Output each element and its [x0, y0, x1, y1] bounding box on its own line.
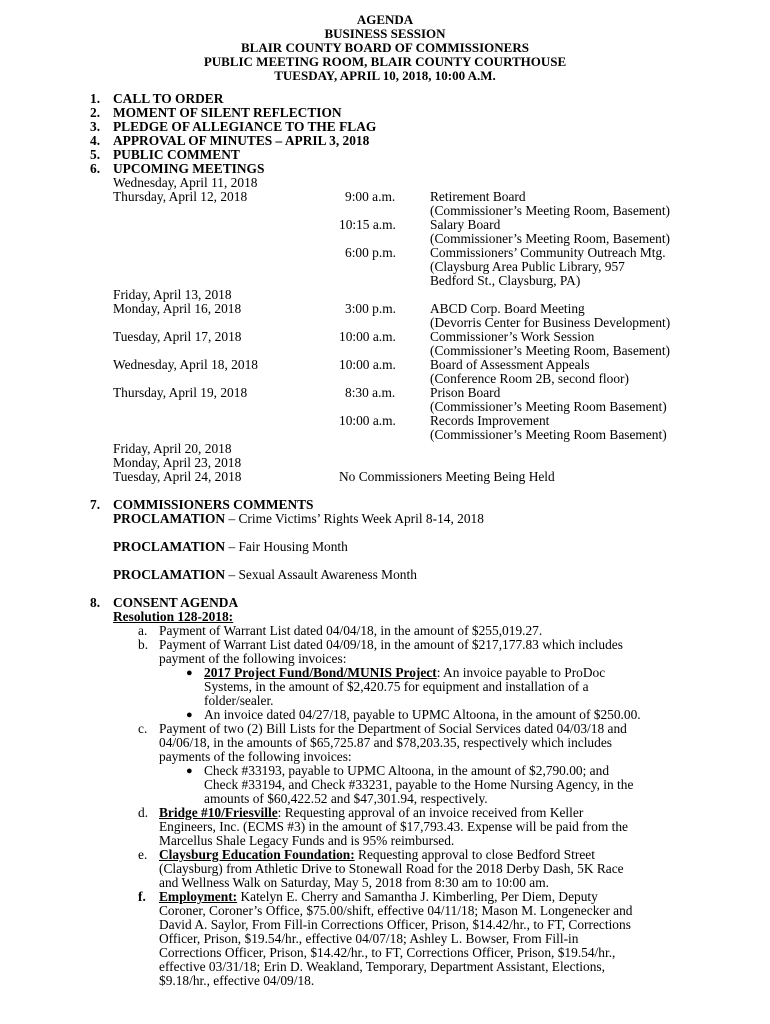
meeting-event: Commissioner’s Work Session — [430, 329, 595, 344]
item-number: 4. — [90, 133, 101, 148]
meeting-date: Tuesday, April 17, 2018 — [113, 329, 242, 344]
item-label: APPROVAL OF MINUTES – APRIL 3, 2018 — [113, 133, 370, 148]
meeting-date: TUESDAY, APRIL 10, 2018, 10:00 A.M. — [274, 68, 496, 83]
item-number: 3. — [90, 119, 101, 134]
list-item-text: Marcellus Shale Legacy Funds and is 95% reimbursed. — [159, 833, 455, 848]
bullet-icon: ● — [186, 667, 193, 679]
list-letter: d. — [138, 805, 149, 820]
meeting-event: Prison Board — [430, 385, 501, 400]
meeting-date: Monday, April 16, 2018 — [113, 301, 242, 316]
meeting-date: Wednesday, April 18, 2018 — [113, 357, 258, 372]
proclamation — [113, 512, 484, 526]
meeting-location: (Commissioner’s Meeting Room, Basement) — [430, 203, 671, 218]
item-label: MOMENT OF SILENT REFLECTION — [113, 105, 342, 120]
item-number: 6. — [90, 161, 101, 176]
meeting-time: 6:00 p.m. — [345, 245, 396, 260]
meeting-time: 8:30 a.m. — [345, 385, 396, 400]
item-title: Employment: — [159, 889, 238, 904]
proclamation-text: – Sexual Assault Awareness Month — [225, 567, 417, 582]
item-title: Claysburg Education Foundation: — [159, 847, 355, 862]
item-label: CONSENT AGENDA — [113, 595, 239, 610]
list-item-text: 04/06/18, in the amounts of $65,725.87 and $78,203.35, respectively which includes — [159, 735, 612, 750]
bullet-icon: ● — [186, 765, 193, 777]
list-item-text — [159, 806, 583, 820]
bullet-text — [204, 666, 605, 680]
meeting-time: 10:00 a.m. — [339, 413, 396, 428]
meeting-date: Wednesday, April 11, 2018 — [113, 175, 258, 190]
meeting-location: (Devorris Center for Business Development) — [430, 315, 671, 330]
bullet-text: Check #33194, and Check #33231, payable to the Home Nursing Agency, in the — [204, 777, 634, 792]
proclamation-label: PROCLAMATION — [113, 539, 226, 554]
bullet-text: amounts of $60,422.52 and $47,301.94, respectively. — [204, 791, 488, 806]
list-letter: a. — [138, 623, 148, 638]
meeting-time: 9:00 a.m. — [345, 189, 396, 204]
bullet-text: An invoice dated 04/27/18, payable to UPMC Altoona, in the amount of $250.00. — [204, 707, 641, 722]
item-number: 5. — [90, 147, 101, 162]
resolution-title: Resolution 128-2018: — [113, 609, 234, 624]
bullet-text: Systems, in the amount of $2,420.75 for equipment and installation of a — [204, 679, 589, 694]
list-letter: c. — [138, 721, 148, 736]
meeting-time: 10:00 a.m. — [339, 329, 396, 344]
meeting-date: Thursday, April 19, 2018 — [113, 385, 248, 400]
meeting-location: (Commissioner’s Meeting Room, Basement) — [430, 343, 671, 358]
meeting-time: 10:00 a.m. — [339, 357, 396, 372]
item-title: Bridge #10/Friesville — [159, 805, 278, 820]
bullet-text: Check #33193, payable to UPMC Altoona, in the amount of $2,790.00; and — [204, 763, 610, 778]
list-letter: b. — [138, 637, 149, 652]
meeting-time: 10:15 a.m. — [339, 217, 396, 232]
board-name: BLAIR COUNTY BOARD OF COMMISSIONERS — [241, 40, 529, 55]
meeting-date: Tuesday, April 24, 2018 — [113, 469, 242, 484]
item-text-rest: Requesting approval to close Bedford Street — [354, 847, 595, 862]
item-number: 8. — [90, 595, 101, 610]
proclamation — [113, 540, 348, 554]
session-type: BUSINESS SESSION — [324, 26, 446, 41]
list-item-text: payment of the following invoices: — [159, 651, 347, 666]
list-item-text — [159, 848, 595, 862]
meeting-location: (Commissioner’s Meeting Room Basement) — [430, 427, 667, 442]
meeting-event: Board of Assessment Appeals — [430, 357, 590, 372]
meeting-event: Salary Board — [430, 217, 501, 232]
meeting-location: (Conference Room 2B, second floor) — [430, 371, 629, 386]
item-number: 1. — [90, 91, 101, 106]
item-label: CALL TO ORDER — [113, 91, 224, 106]
item-number: 2. — [90, 105, 101, 120]
meeting-date: Thursday, April 12, 2018 — [113, 189, 248, 204]
item-label: COMMISSIONERS COMMENTS — [113, 497, 314, 512]
proclamation-label: PROCLAMATION — [113, 511, 226, 526]
item-label: UPCOMING MEETINGS — [113, 161, 265, 176]
list-item-text: and Wellness Walk on Saturday, May 5, 2018 from 8:30 am to 10:00 am. — [159, 875, 549, 890]
list-item-text: effective 03/31/18; Erin D. Weakland, Temporary, Department Assistant, Elections, — [159, 959, 605, 974]
meeting-event: ABCD Corp. Board Meeting — [430, 301, 585, 316]
list-item-text: payments of the following invoices: — [159, 749, 352, 764]
list-letter: e. — [138, 847, 148, 862]
meeting-event: Retirement Board — [430, 189, 526, 204]
meeting-location: (Claysburg Area Public Library, 957 — [430, 259, 625, 274]
meeting-time: 3:00 p.m. — [345, 301, 396, 316]
meeting-note: No Commissioners Meeting Being Held — [339, 469, 555, 484]
item-text-rest: Katelyn E. Cherry and Samantha J. Kimberling, Per Diem, Deputy — [237, 889, 598, 904]
proclamation-label: PROCLAMATION — [113, 567, 226, 582]
meeting-date: Friday, April 20, 2018 — [113, 441, 232, 456]
list-item-text: David A. Saylor, From Fill-in Corrections Officer, Prison, $14.42/hr., to FT, Corrections — [159, 917, 631, 932]
proclamation — [113, 568, 417, 582]
list-item-text: Corrections Officer, Prison, $14.42/hr., to FT, Corrections Officer, Prison, $19.54/hr., — [159, 945, 616, 960]
list-item-text: $9.18/hr., effective 04/09/18. — [159, 973, 315, 988]
list-letter: f. — [138, 889, 146, 904]
list-item-text: Payment of Warrant List dated 04/04/18, in the amount of $255,019.27. — [159, 623, 543, 638]
doc-title: AGENDA — [356, 12, 414, 27]
meeting-location: Bedford St., Claysburg, PA) — [430, 273, 581, 288]
item-text-rest: : Requesting approval of an invoice received from Keller — [277, 805, 584, 820]
bullet-icon: ● — [186, 709, 193, 721]
list-item-text — [159, 890, 598, 904]
proclamation-text: – Crime Victims’ Rights Week April 8-14, 2018 — [225, 511, 484, 526]
list-item-text: Engineers, Inc. (ECMS #3) in the amount of $17,793.43. Expense will be paid from the — [159, 819, 628, 834]
list-item-text: Payment of Warrant List dated 04/09/18, in the amount of $217,177.83 which includes — [159, 637, 623, 652]
item-label: PUBLIC COMMENT — [113, 147, 240, 162]
meeting-event: Commissioners’ Community Outreach Mtg. — [430, 245, 666, 260]
meeting-date: Friday, April 13, 2018 — [113, 287, 232, 302]
list-item-text: Officer, Prison, $19.54/hr., effective 04/07/18; Ashley L. Bowser, From Fill-in — [159, 931, 579, 946]
list-item-text: (Claysburg) from Athletic Drive to Stonewall Road for the 2018 Derby Dash, 5K Race — [159, 861, 624, 876]
list-item-text: Payment of two (2) Bill Lists for the Department of Social Services dated 04/03/18 and — [159, 721, 627, 736]
meeting-location: (Commissioner’s Meeting Room Basement) — [430, 399, 667, 414]
meeting-location: PUBLIC MEETING ROOM, BLAIR COUNTY COURTHOUSE — [203, 54, 567, 69]
meeting-date: Monday, April 23, 2018 — [113, 455, 242, 470]
bullet-text-rest: : An invoice payable to ProDoc — [436, 665, 606, 680]
meeting-event: Records Improvement — [430, 413, 550, 428]
list-item-text: Coroner, Coroner’s Office, $75.00/shift, effective 04/11/18; Mason M. Longenecker and — [159, 903, 633, 918]
meeting-location: (Commissioner’s Meeting Room, Basement) — [430, 231, 671, 246]
item-number: 7. — [90, 497, 101, 512]
proclamation-text: – Fair Housing Month — [225, 539, 348, 554]
project-title: 2017 Project Fund/Bond/MUNIS Project — [204, 665, 437, 680]
bullet-text: folder/sealer. — [204, 693, 274, 708]
item-label: PLEDGE OF ALLEGIANCE TO THE FLAG — [113, 119, 377, 134]
